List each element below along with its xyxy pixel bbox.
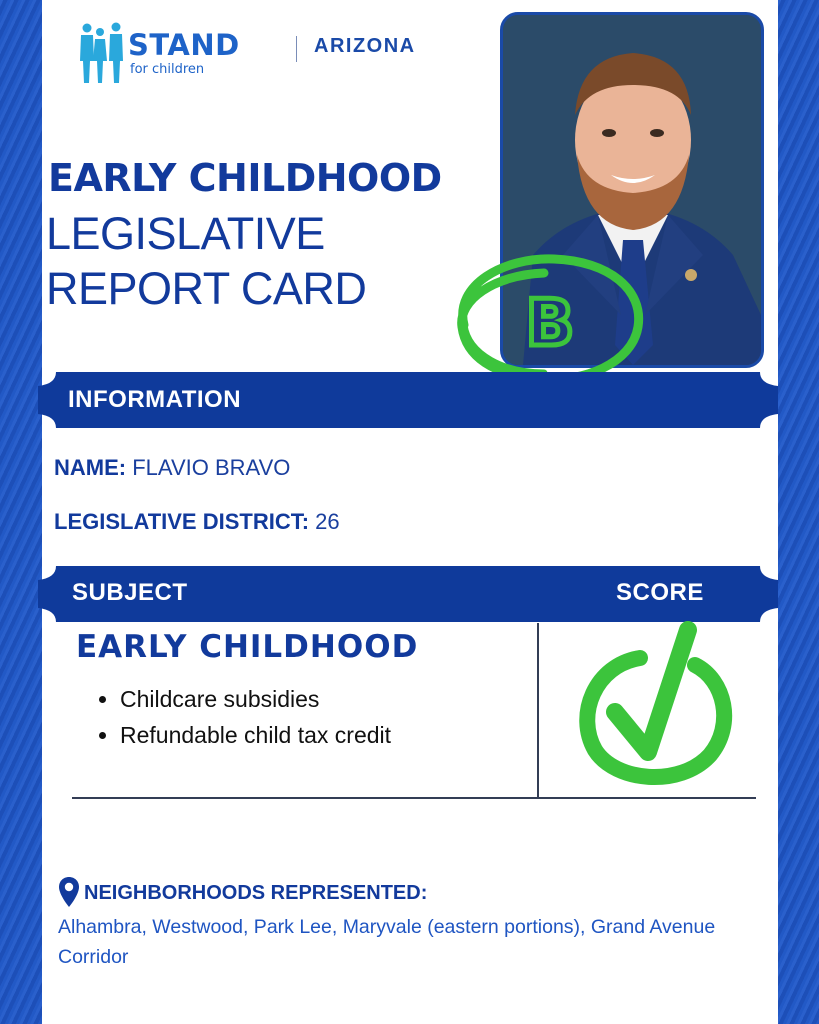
subject-items	[98, 686, 391, 758]
list-item: • Childcare subsidies	[120, 686, 391, 713]
information-header: INFORMATION	[68, 386, 242, 413]
logo-state: ARIZONA	[314, 35, 416, 57]
district-label: LEGISLATIVE DISTRICT:	[54, 509, 310, 534]
name-value: FLAVIO BRAVO	[132, 455, 291, 480]
title-line-3: REPORT CARD	[46, 263, 367, 314]
subject-header: SUBJECT	[72, 579, 188, 606]
left-border	[0, 0, 42, 1024]
grade-letter: B	[525, 287, 575, 361]
title-line-2: LEGISLATIVE	[46, 208, 325, 259]
family-figures-icon	[78, 22, 126, 84]
list-item: • Refundable child tax credit	[120, 722, 391, 749]
neighborhoods-label: NEIGHBORHOODS REPRESENTED:	[84, 882, 428, 904]
subject-banner	[38, 566, 778, 622]
location-pin-icon	[58, 876, 80, 908]
information-banner	[38, 372, 778, 428]
logo-divider	[296, 36, 297, 62]
neighborhoods-list: Alhambra, Westwood, Park Lee, Maryvale (eastern portions), Grand Avenue Corridor	[58, 916, 716, 968]
table-divider-vertical	[537, 623, 539, 799]
title-line-1: EARLY CHILDHOOD	[48, 156, 442, 200]
logo-wordmark: STAND	[128, 28, 240, 62]
logo-tagline: for children	[130, 62, 205, 77]
stand-logo	[78, 22, 416, 84]
score-header: SCORE	[616, 579, 704, 606]
report-card	[42, 0, 778, 1024]
table-divider-horizontal	[72, 797, 756, 799]
name-line	[54, 455, 290, 481]
right-border	[778, 0, 819, 1024]
subject-title: EARLY CHILDHOOD	[76, 629, 419, 665]
name-label: NAME:	[54, 455, 127, 480]
district-line	[54, 509, 340, 535]
district-value: 26	[315, 509, 340, 534]
green-checkmark-icon	[570, 620, 740, 790]
